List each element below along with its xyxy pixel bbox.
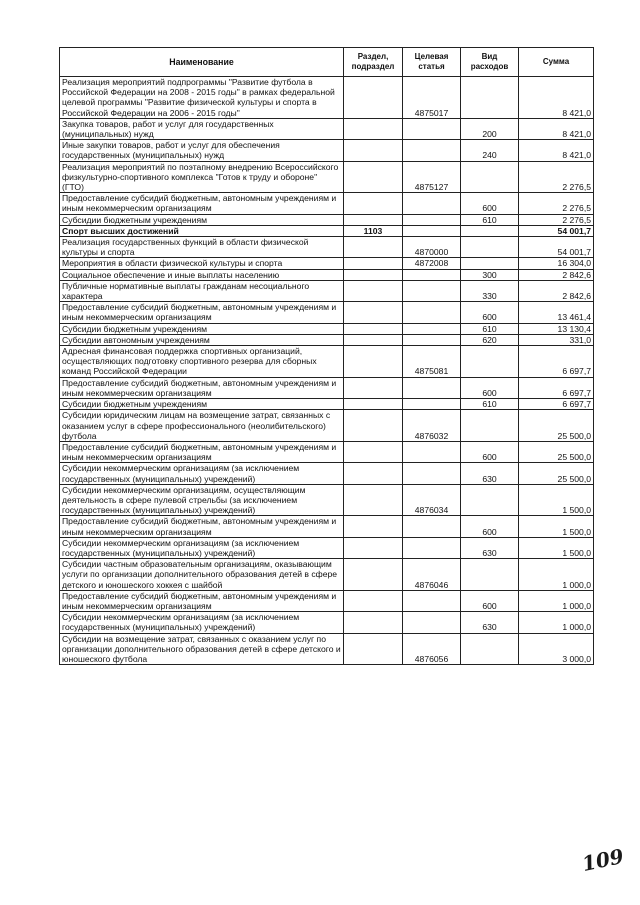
table-row xyxy=(60,161,594,193)
row-article-cell: 4875017 xyxy=(403,77,461,119)
row-name-cell: Публичные нормативные выплаты гражданам несоциального характера xyxy=(60,280,344,301)
row-name-cell: Адресная финансовая поддержка спортивных организаций, осуществляющих подготовку спортивного резерва для сборных команд Российской Федерации xyxy=(60,346,344,378)
row-name-cell: Субсидии на возмещение затрат, связанных с оказанием услуг по организации дополнительного образования детей в сфере детского и юношеского футбола xyxy=(60,633,344,665)
table-row xyxy=(60,280,594,301)
row-article-cell xyxy=(403,193,461,214)
row-article-cell xyxy=(403,463,461,484)
row-article-cell: 4870000 xyxy=(403,237,461,258)
row-name-cell: Предоставление субсидий бюджетным, автономным учреждениям и иным некоммерческим организациям xyxy=(60,516,344,537)
row-name-cell: Социальное обеспечение и иные выплаты населению xyxy=(60,269,344,280)
table-body xyxy=(60,77,594,665)
row-kind-cell: 630 xyxy=(461,463,519,484)
table-row xyxy=(60,399,594,410)
row-name-cell: Предоставление субсидий бюджетным, автономным учреждениям и иным некоммерческим организациям xyxy=(60,441,344,462)
row-article-cell xyxy=(403,399,461,410)
row-section-cell xyxy=(344,612,403,633)
row-kind-cell xyxy=(461,225,519,236)
row-section-cell xyxy=(344,214,403,225)
row-kind-cell: 240 xyxy=(461,140,519,161)
row-kind-cell: 610 xyxy=(461,214,519,225)
table-row xyxy=(60,537,594,558)
row-name-cell: Предоставление субсидий бюджетным, автономным учреждениям и иным некоммерческим организациям xyxy=(60,302,344,323)
row-article-cell xyxy=(403,302,461,323)
row-sum-cell: 8 421,0 xyxy=(519,77,594,119)
table-header-row xyxy=(60,48,594,77)
row-article-cell: 4876034 xyxy=(403,484,461,516)
row-section-cell xyxy=(344,484,403,516)
row-article-cell xyxy=(403,441,461,462)
row-name-cell: Субсидии некоммерческим организациям, осуществляющим деятельность в сфере пулевой стрельбы (за исключением государственных (муниципальных) учреждений) xyxy=(60,484,344,516)
row-sum-cell: 6 697,7 xyxy=(519,377,594,398)
row-sum-cell: 1 000,0 xyxy=(519,559,594,591)
row-sum-cell: 8 421,0 xyxy=(519,118,594,139)
table-row xyxy=(60,590,594,611)
row-article-cell xyxy=(403,334,461,345)
row-section-cell xyxy=(344,377,403,398)
row-name-cell: Субсидии некоммерческим организациям (за исключением государственных (муниципальных) учреждений) xyxy=(60,537,344,558)
table-row xyxy=(60,463,594,484)
row-kind-cell: 300 xyxy=(461,269,519,280)
row-article-cell xyxy=(403,269,461,280)
row-kind-cell xyxy=(461,161,519,193)
row-section-cell xyxy=(344,633,403,665)
row-sum-cell: 331,0 xyxy=(519,334,594,345)
table-row xyxy=(60,346,594,378)
row-kind-cell: 600 xyxy=(461,377,519,398)
row-name-cell: Предоставление субсидий бюджетным, автономным учреждениям и иным некоммерческим организациям xyxy=(60,590,344,611)
table-row xyxy=(60,77,594,119)
row-kind-cell xyxy=(461,77,519,119)
row-article-cell: 4876032 xyxy=(403,410,461,442)
row-sum-cell: 3 000,0 xyxy=(519,633,594,665)
row-name-cell: Субсидии юридическим лицам на возмещение затрат, связанных с оказанием услуг в сфере профессионального (неолибительского) футбола xyxy=(60,410,344,442)
header-section: Раздел, подраздел xyxy=(344,48,403,77)
row-sum-cell: 1 000,0 xyxy=(519,590,594,611)
table-row xyxy=(60,214,594,225)
row-section-cell xyxy=(344,441,403,462)
row-sum-cell: 1 500,0 xyxy=(519,537,594,558)
row-kind-cell: 200 xyxy=(461,118,519,139)
row-sum-cell: 2 276,5 xyxy=(519,193,594,214)
row-section-cell xyxy=(344,463,403,484)
table-row xyxy=(60,258,594,269)
table-row xyxy=(60,516,594,537)
row-sum-cell: 6 697,7 xyxy=(519,399,594,410)
row-article-cell xyxy=(403,590,461,611)
row-sum-cell: 1 500,0 xyxy=(519,484,594,516)
row-section-cell xyxy=(344,410,403,442)
row-section-cell xyxy=(344,269,403,280)
row-sum-cell: 13 130,4 xyxy=(519,323,594,334)
row-name-cell: Иные закупки товаров, работ и услуг для обеспечения государственных (муниципальных) нужд xyxy=(60,140,344,161)
page-number: 109 xyxy=(579,843,626,877)
header-article: Целевая статья xyxy=(403,48,461,77)
row-article-cell xyxy=(403,225,461,236)
row-section-cell xyxy=(344,237,403,258)
row-article-cell xyxy=(403,537,461,558)
row-section-cell xyxy=(344,323,403,334)
row-kind-cell: 630 xyxy=(461,537,519,558)
row-kind-cell: 600 xyxy=(461,590,519,611)
row-article-cell: 4875081 xyxy=(403,346,461,378)
row-section-cell xyxy=(344,161,403,193)
row-section-cell xyxy=(344,590,403,611)
row-sum-cell: 16 304,0 xyxy=(519,258,594,269)
row-sum-cell: 8 421,0 xyxy=(519,140,594,161)
row-name-cell: Предоставление субсидий бюджетным, автономным учреждениям и иным некоммерческим организациям xyxy=(60,377,344,398)
row-article-cell: 4876046 xyxy=(403,559,461,591)
row-kind-cell xyxy=(461,346,519,378)
row-sum-cell: 13 461,4 xyxy=(519,302,594,323)
row-section-cell xyxy=(344,118,403,139)
row-sum-cell: 6 697,7 xyxy=(519,346,594,378)
table-row xyxy=(60,484,594,516)
row-name-cell: Субсидии бюджетным учреждениям xyxy=(60,399,344,410)
table-row xyxy=(60,269,594,280)
table-row xyxy=(60,377,594,398)
row-section-cell xyxy=(344,193,403,214)
row-name-cell: Предоставление субсидий бюджетным, автономным учреждениям и иным некоммерческим организациям xyxy=(60,193,344,214)
row-article-cell xyxy=(403,516,461,537)
header-sum: Сумма xyxy=(519,48,594,77)
row-sum-cell: 25 500,0 xyxy=(519,410,594,442)
table-row xyxy=(60,323,594,334)
table-row xyxy=(60,633,594,665)
row-article-cell: 4876056 xyxy=(403,633,461,665)
row-kind-cell xyxy=(461,484,519,516)
row-article-cell: 4875127 xyxy=(403,161,461,193)
row-sum-cell: 25 500,0 xyxy=(519,441,594,462)
table-row xyxy=(60,302,594,323)
row-name-cell: Реализация мероприятий по поэтапному внедрению Всероссийского физкультурно-спортивного комплекса "Готов к труду и обороне" (ГТО) xyxy=(60,161,344,193)
row-section-cell xyxy=(344,302,403,323)
row-sum-cell: 2 276,5 xyxy=(519,214,594,225)
header-kind: Вид расходов xyxy=(461,48,519,77)
row-name-cell: Субсидии бюджетным учреждениям xyxy=(60,214,344,225)
row-section-cell: 1103 xyxy=(344,225,403,236)
row-section-cell xyxy=(344,140,403,161)
table-row xyxy=(60,225,594,236)
row-name-cell: Субсидии некоммерческим организациям (за исключением государственных (муниципальных) учреждений) xyxy=(60,612,344,633)
row-name-cell: Спорт высших достижений xyxy=(60,225,344,236)
row-name-cell: Реализация государственных функций в области физической культуры и спорта xyxy=(60,237,344,258)
row-name-cell: Мероприятия в области физической культуры и спорта xyxy=(60,258,344,269)
row-article-cell xyxy=(403,118,461,139)
row-article-cell xyxy=(403,214,461,225)
row-article-cell xyxy=(403,323,461,334)
row-kind-cell: 630 xyxy=(461,612,519,633)
row-article-cell xyxy=(403,280,461,301)
row-name-cell: Субсидии частным образовательным организациям, оказывающим услуги по организации дополнительного образования детей в сфере детского и юношеского хоккея с шайбой xyxy=(60,559,344,591)
row-article-cell xyxy=(403,612,461,633)
row-section-cell xyxy=(344,346,403,378)
row-article-cell xyxy=(403,140,461,161)
row-kind-cell xyxy=(461,237,519,258)
table-row xyxy=(60,559,594,591)
row-name-cell: Субсидии некоммерческим организациям (за исключением государственных (муниципальных) учреждений) xyxy=(60,463,344,484)
row-kind-cell: 620 xyxy=(461,334,519,345)
row-section-cell xyxy=(344,77,403,119)
budget-table xyxy=(59,47,594,665)
row-kind-cell: 600 xyxy=(461,193,519,214)
table-row xyxy=(60,612,594,633)
row-sum-cell: 2 842,6 xyxy=(519,280,594,301)
row-name-cell: Закупка товаров, работ и услуг для государственных (муниципальных) нужд xyxy=(60,118,344,139)
row-sum-cell: 1 500,0 xyxy=(519,516,594,537)
row-article-cell: 4872008 xyxy=(403,258,461,269)
row-sum-cell: 1 000,0 xyxy=(519,612,594,633)
table-row xyxy=(60,118,594,139)
row-name-cell: Субсидии автономным учреждениям xyxy=(60,334,344,345)
table-row xyxy=(60,237,594,258)
row-section-cell xyxy=(344,334,403,345)
row-section-cell xyxy=(344,258,403,269)
header-name: Наименование xyxy=(60,48,344,77)
row-sum-cell: 54 001,7 xyxy=(519,237,594,258)
table-row xyxy=(60,193,594,214)
row-name-cell: Реализация мероприятий подпрограммы "Развитие футбола в Российской Федерации на 2008 - 2015 годы" в рамках федеральной целевой программы "Развитие физической культуры и спорта в Российской Федерации на 2006 - 2015 годы" xyxy=(60,77,344,119)
row-section-cell xyxy=(344,280,403,301)
row-kind-cell: 600 xyxy=(461,516,519,537)
row-sum-cell: 25 500,0 xyxy=(519,463,594,484)
row-article-cell xyxy=(403,377,461,398)
row-sum-cell: 2 842,6 xyxy=(519,269,594,280)
row-kind-cell: 610 xyxy=(461,399,519,410)
row-kind-cell: 600 xyxy=(461,302,519,323)
row-section-cell xyxy=(344,516,403,537)
table-row xyxy=(60,441,594,462)
table-row xyxy=(60,140,594,161)
row-kind-cell: 600 xyxy=(461,441,519,462)
row-kind-cell xyxy=(461,258,519,269)
row-kind-cell xyxy=(461,410,519,442)
row-section-cell xyxy=(344,537,403,558)
row-kind-cell: 610 xyxy=(461,323,519,334)
row-section-cell xyxy=(344,559,403,591)
row-kind-cell xyxy=(461,633,519,665)
row-kind-cell xyxy=(461,559,519,591)
row-sum-cell: 2 276,5 xyxy=(519,161,594,193)
row-name-cell: Субсидии бюджетным учреждениям xyxy=(60,323,344,334)
table-row xyxy=(60,334,594,345)
row-section-cell xyxy=(344,399,403,410)
row-kind-cell: 330 xyxy=(461,280,519,301)
table-row xyxy=(60,410,594,442)
row-sum-cell: 54 001,7 xyxy=(519,225,594,236)
